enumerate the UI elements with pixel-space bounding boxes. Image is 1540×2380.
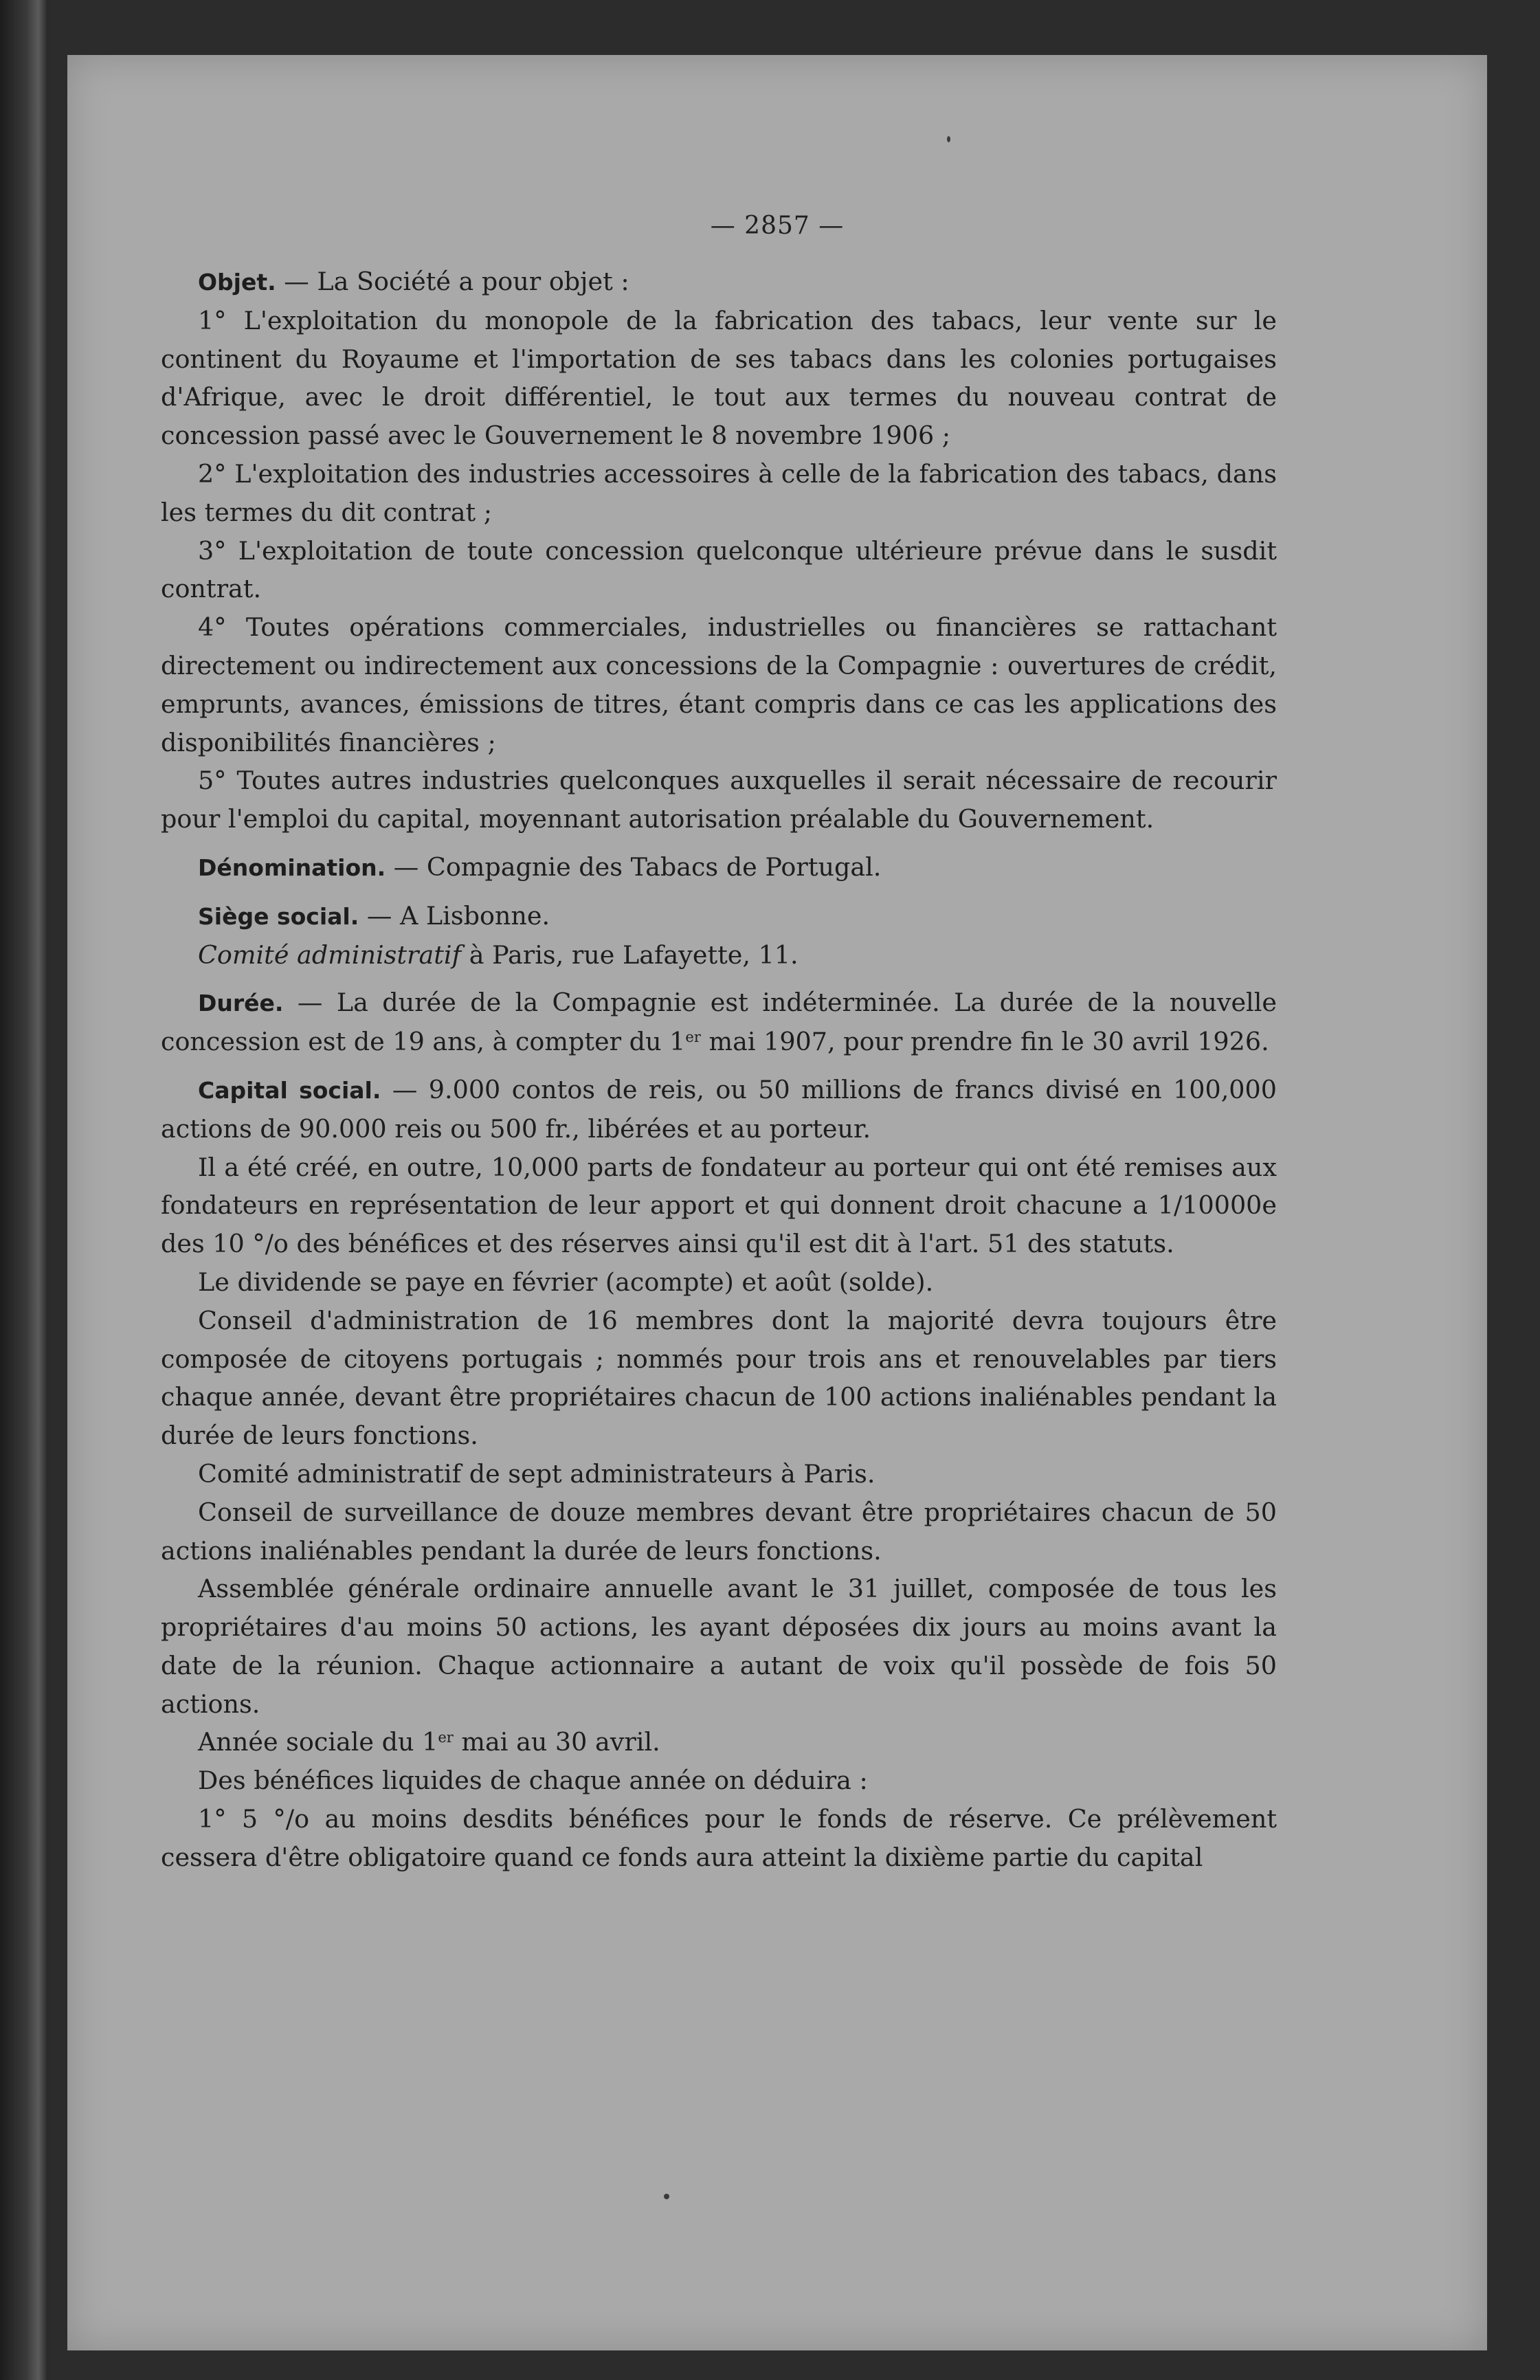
document-body xyxy=(161,263,1277,1877)
duree-text-b: mai 1907, pour prendre fin le 30 avril 1926. xyxy=(700,1027,1269,1057)
denomination-text: — Compagnie des Tabacs de Portugal. xyxy=(386,852,882,882)
objet-item-1: 1° L'exploitation du monopole de la fabrication des tabacs, leur vente sur le continent du Royaume et l'importation de ses tabacs dans les colonies portugaises d'Afrique, avec le droit différentiel, le tout aux termes du nouveau contrat de concession passé avec le Gouvernement le 8 novembre 1906 ; xyxy=(161,305,1277,451)
comite-sept-paragraph: Comité administratif de sept administrateurs à Paris. xyxy=(198,1458,875,1489)
objet-paragraph xyxy=(161,263,1277,302)
document-page xyxy=(67,55,1487,2350)
conseil-surveillance-paragraph: Conseil de surveillance de douze membres devant être propriétaires chacun de 50 actions inaliénables pendant la durée de leurs fonctions. xyxy=(161,1497,1277,1566)
objet-item-4: 4° Toutes opérations commerciales, industrielles ou financières se rattachant directement ou indirectement aux concessions de la Compagnie : ouvertures de crédit, emprunts, avances, émissions de titres, étant compris dans ce cas les applications des disponibilités financières ; xyxy=(161,612,1277,757)
objet-item-3: 3° L'exploitation de toute concession quelconque ultérieure prévue dans le susdit contrat. xyxy=(161,535,1277,604)
duree-text-a: — La durée de la Compagnie est indéterminée. La durée de la nouvelle concession est de 19 ans, à compter du 1 xyxy=(161,988,1277,1057)
denomination-label: Dénomination. xyxy=(198,854,386,881)
siege-paragraph xyxy=(161,897,1277,936)
annee-text-b: mai au 30 avril. xyxy=(453,1727,660,1757)
ink-speck xyxy=(947,136,950,142)
capital-text: — 9.000 contos de reis, ou 50 millions de francs divisé en 100,000 actions de 90.000 reis ou 500 fr., libérées et au porteur. xyxy=(161,1074,1277,1144)
comite-label: Comité administratif xyxy=(198,939,462,970)
reserve-paragraph: 1° 5 °/o au moins desdits bénéfices pour le fonds de réserve. Ce prélèvement cessera d'être obligatoire quand ce fonds aura atteint la dixième partie du capital xyxy=(161,1804,1277,1872)
comite-text: à Paris, rue Lafayette, 11. xyxy=(461,939,799,970)
assemblee-paragraph: Assemblée générale ordinaire annuelle avant le 31 juillet, composée de tous les propriétaires d'au moins 50 actions, les ayant déposées dix jours au moins avant la date de la réunion. Chaque actionnaire a autant de voix qu'il possède de fois 50 actions. xyxy=(161,1574,1277,1719)
annee-sociale-paragraph xyxy=(161,1723,1277,1761)
siege-text: — A Lisbonne. xyxy=(359,900,550,931)
duree-label: Durée. xyxy=(198,990,284,1017)
objet-item-5: 5° Toutes autres industries quelconques auxquelles il serait nécessaire de recourir pour l'emploi du capital, moyennant autorisation préalable du Gouvernement. xyxy=(161,766,1277,834)
annee-superscript: er xyxy=(438,1729,454,1746)
parts-fondateur-paragraph: Il a été créé, en outre, 10,000 parts de fondateur au porteur qui ont été remises aux fondateurs en représentation de leur apport et qui donnent droit chacune a 1/10000e des 10 °/o des bénéfices et des réserves ainsi qu'il est dit à l'art. 51 des statuts. xyxy=(161,1152,1277,1259)
comite-paragraph xyxy=(161,936,1277,975)
duree-superscript: er xyxy=(685,1029,701,1046)
denomination-paragraph xyxy=(161,848,1277,887)
page-number: — 2857 — xyxy=(710,212,845,240)
objet-item-2: 2° L'exploitation des industries accessoires à celle de la fabrication des tabacs, dans les termes du dit contrat ; xyxy=(161,458,1277,527)
capital-label: Capital social. xyxy=(198,1076,381,1104)
capital-paragraph xyxy=(161,1071,1277,1148)
adjacent-page-edge xyxy=(0,0,48,2380)
conseil-administration-paragraph: Conseil d'administration de 16 membres dont la majorité devra toujours être composée de citoyens portugais ; nommés pour trois ans et renouvelables par tiers chaque année, devant être propriétaires chacun de 100 actions inaliénables pendant la durée de leurs fonctions. xyxy=(161,1305,1277,1451)
objet-label: Objet. xyxy=(198,269,276,296)
objet-text: — La Société a pour objet : xyxy=(276,267,629,296)
dividende-paragraph: Le dividende se paye en février (acompte) et août (solde). xyxy=(198,1267,934,1297)
annee-text-a: Année sociale du 1 xyxy=(198,1727,438,1757)
duree-paragraph xyxy=(161,983,1277,1061)
siege-label: Siège social. xyxy=(198,902,359,930)
ink-speck xyxy=(664,2194,669,2199)
benefices-intro-paragraph: Des bénéfices liquides de chaque année on déduira : xyxy=(198,1766,868,1796)
